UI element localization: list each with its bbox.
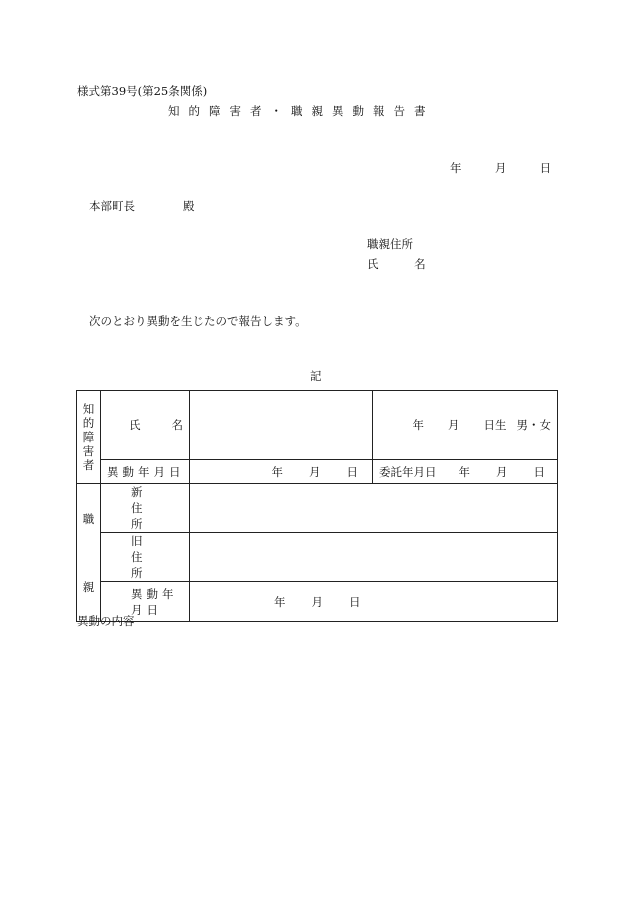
change-date2-label: 異動年月日 — [131, 586, 178, 617]
content-label: 異動の内容 — [77, 614, 135, 628]
consign-day: 日 — [533, 464, 545, 479]
section1-char: 知 — [82, 402, 95, 416]
new-address-value-cell[interactable] — [190, 484, 558, 533]
consign-year: 年 — [458, 464, 470, 479]
change-month: 月 — [309, 464, 321, 479]
date-year: 年 — [450, 161, 462, 175]
addressee-name: 本部町長 — [89, 199, 135, 213]
birth-month: 月 — [448, 418, 460, 432]
change2-day: 日 — [349, 594, 361, 609]
reporter-name-label: 氏 名 — [367, 257, 442, 271]
name-label: 名 — [171, 418, 183, 432]
change-date2-cell[interactable] — [190, 582, 558, 622]
consign-date-cell[interactable] — [373, 460, 558, 484]
change-date-label-cell — [101, 460, 190, 484]
change-day: 日 — [346, 464, 358, 479]
section1-char: 障 — [82, 430, 95, 444]
section1-char: 的 — [82, 416, 95, 430]
change2-month: 月 — [311, 594, 323, 609]
new-address-label: 新 住 所 — [131, 485, 157, 531]
section1-char: 害 — [82, 444, 95, 458]
name-label-cell — [101, 391, 190, 460]
birth-year: 年 — [412, 418, 424, 432]
birth-day: 日生 — [483, 418, 507, 432]
page-title: 知的障害者・職親異動報告書 — [168, 104, 435, 118]
change-date-label: 異動年月日 — [107, 464, 185, 479]
section-foster-employer-label — [77, 484, 101, 622]
birth-sex-cell — [373, 391, 558, 460]
report-table — [76, 390, 558, 622]
section2-bottom: 親 — [82, 579, 95, 594]
old-address-label: 旧 住 所 — [131, 534, 157, 580]
form-number: 様式第39号(第25条関係) — [77, 84, 208, 98]
change-year: 年 — [271, 464, 283, 479]
old-address-value-cell[interactable] — [190, 533, 558, 582]
section2-top: 職 — [82, 511, 95, 526]
ki-label: 記 — [310, 369, 322, 383]
date-month: 月 — [494, 161, 507, 175]
name-label: 氏 — [129, 418, 141, 432]
old-address-label-cell — [101, 533, 190, 582]
section-disabled-person-label — [77, 391, 101, 484]
consign-month: 月 — [496, 464, 508, 479]
date-day: 日 — [539, 161, 552, 175]
addressee-honorific: 殿 — [183, 199, 195, 213]
body-text: 次のとおり異動を生じたので報告します。 — [89, 314, 307, 328]
name-value-cell[interactable] — [190, 391, 373, 460]
section1-char: 者 — [82, 458, 95, 472]
date-line — [450, 160, 551, 176]
reporter-address-label: 職親住所 — [367, 237, 413, 251]
new-address-label-cell — [101, 484, 190, 533]
consign-date-label: 委託年月日 — [379, 464, 437, 479]
sex-options[interactable]: 男・女 — [516, 418, 551, 432]
change2-year: 年 — [274, 594, 286, 609]
change-date-cell[interactable] — [190, 460, 373, 484]
